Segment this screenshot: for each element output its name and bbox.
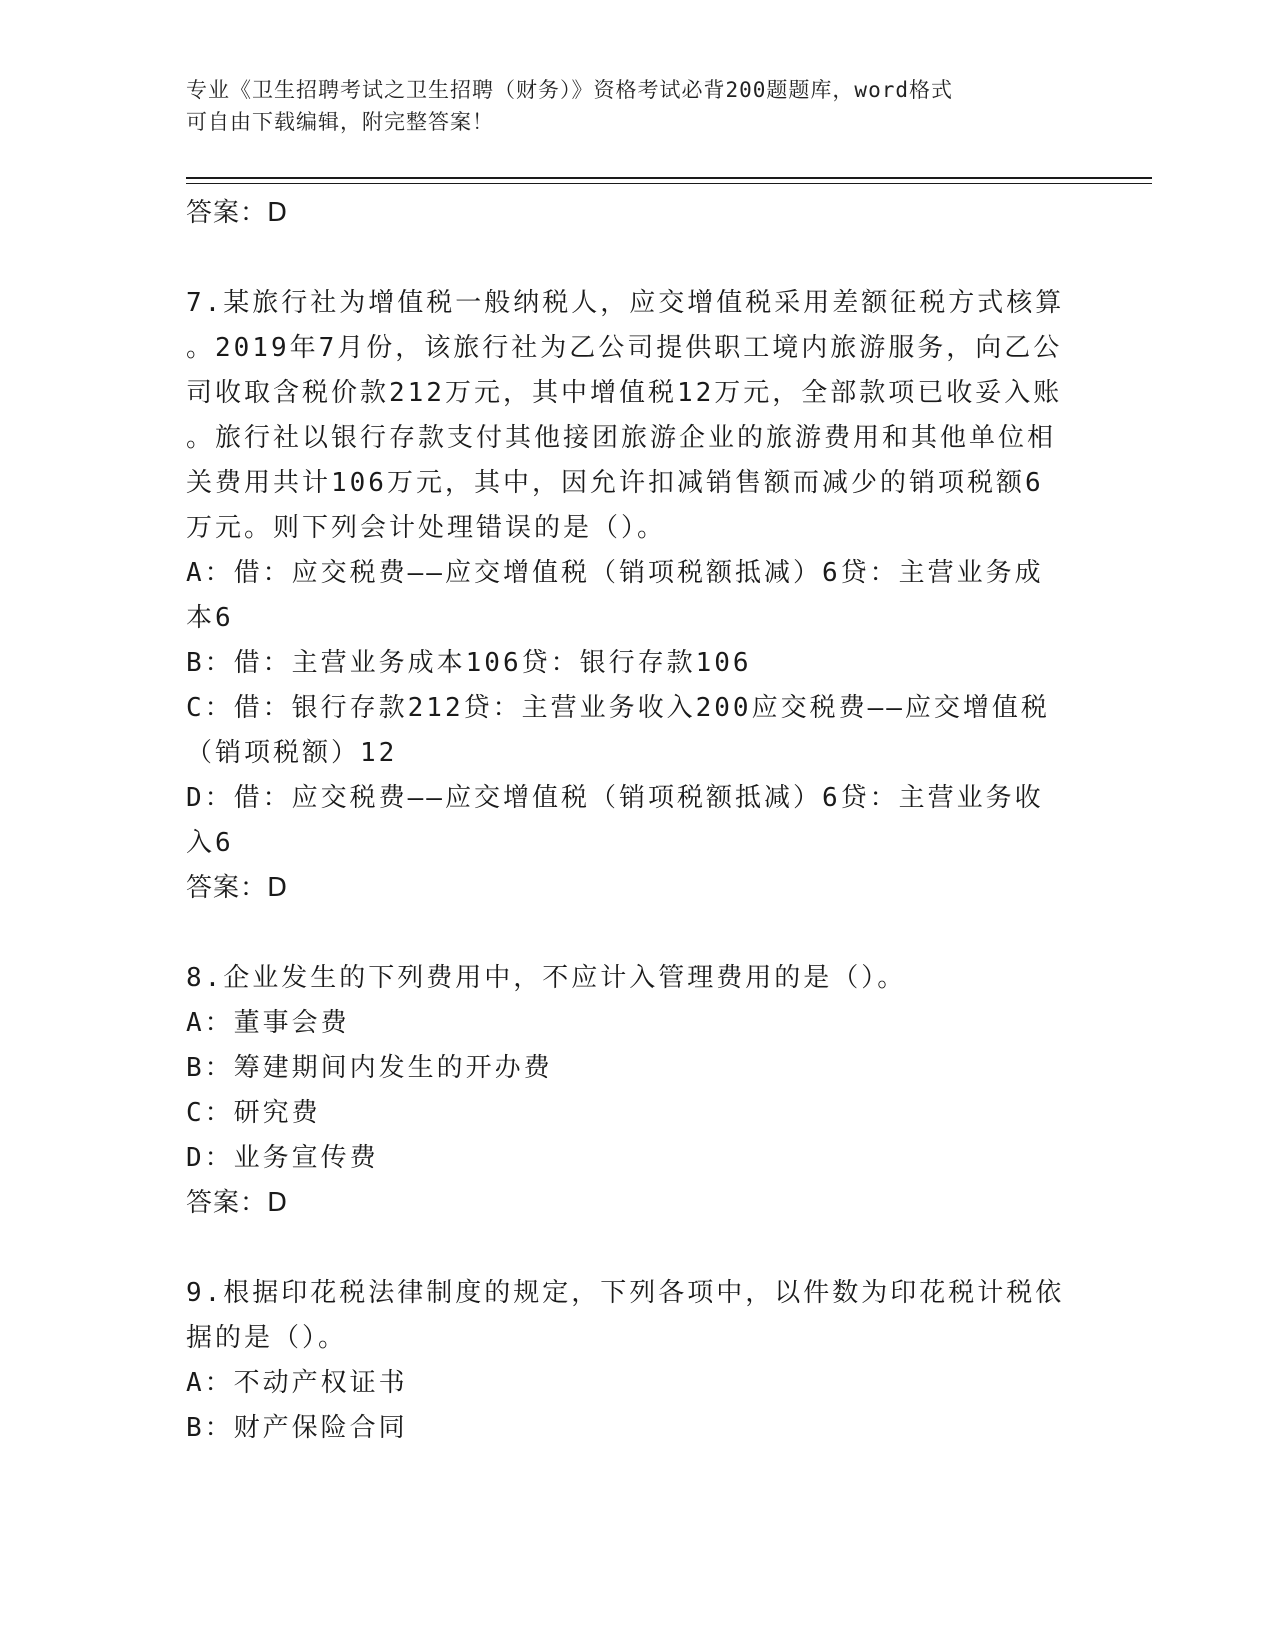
question-7 bbox=[186, 281, 1086, 911]
question-8 bbox=[186, 956, 1086, 1226]
header-divider-thin bbox=[186, 183, 1152, 184]
question-text-line: 。旅行社以银行存款支付其他接团旅游企业的旅游费用和其他单位相 bbox=[186, 423, 1057, 453]
option-a: A：借：应交税费——应交增值税（销项税额抵减）6贷：主营业务成 bbox=[186, 558, 1044, 588]
answer: 答案：D bbox=[186, 1188, 289, 1218]
question-text-line: 8.企业发生的下列费用中，不应计入管理费用的是（）。 bbox=[186, 963, 907, 993]
question-text-line: 。2019年7月份，该旅行社为乙公司提供职工境内旅游服务，向乙公 bbox=[186, 333, 1063, 363]
question-text-line: 据的是（）。 bbox=[186, 1323, 348, 1353]
option-d: D：业务宣传费 bbox=[186, 1143, 379, 1173]
header-line-1: 专业《卫生招聘考试之卫生招聘（财务）》资格考试必背200题题库，word格式 bbox=[186, 78, 953, 102]
option-a-continued: 本6 bbox=[186, 603, 234, 633]
option-c: C：借：银行存款212贷：主营业务收入200应交税费——应交增值税 bbox=[186, 693, 1050, 723]
option-d-continued: 入6 bbox=[186, 828, 234, 858]
question-text-line: 司收取含税价款212万元，其中增值税12万元，全部款项已收妥入账 bbox=[186, 378, 1063, 408]
option-a: A：董事会费 bbox=[186, 1008, 350, 1038]
option-b: B：财产保险合同 bbox=[186, 1413, 408, 1443]
spacer bbox=[186, 911, 1086, 956]
spacer bbox=[186, 236, 1086, 281]
question-text-line: 关费用共计106万元，其中，因允许扣减销售额而减少的销项税额6 bbox=[186, 468, 1044, 498]
question-text-line: 9.根据印花税法律制度的规定，下列各项中，以件数为印花税计税依 bbox=[186, 1278, 1065, 1308]
header-divider-thick bbox=[186, 177, 1152, 179]
option-a: A：不动产权证书 bbox=[186, 1368, 408, 1398]
answer: 答案：D bbox=[186, 873, 289, 903]
question-text-line: 万元。则下列会计处理错误的是（）。 bbox=[186, 513, 667, 543]
option-c-continued: （销项税额）12 bbox=[186, 738, 398, 768]
option-c: C：研究费 bbox=[186, 1098, 321, 1128]
option-b: B：筹建期间内发生的开办费 bbox=[186, 1053, 553, 1083]
previous-answer: 答案：D bbox=[186, 198, 289, 228]
option-b: B：借：主营业务成本106贷：银行存款106 bbox=[186, 648, 752, 678]
header-line-2: 可自由下载编辑，附完整答案！ bbox=[186, 110, 494, 134]
question-9 bbox=[186, 1271, 1086, 1451]
option-d: D：借：应交税费——应交增值税（销项税额抵减）6贷：主营业务收 bbox=[186, 783, 1044, 813]
question-text-line: 7.某旅行社为增值税一般纳税人，应交增值税采用差额征税方式核算 bbox=[186, 288, 1065, 318]
spacer bbox=[186, 1226, 1086, 1271]
document-header bbox=[186, 74, 1066, 138]
document-body bbox=[186, 191, 1086, 1451]
